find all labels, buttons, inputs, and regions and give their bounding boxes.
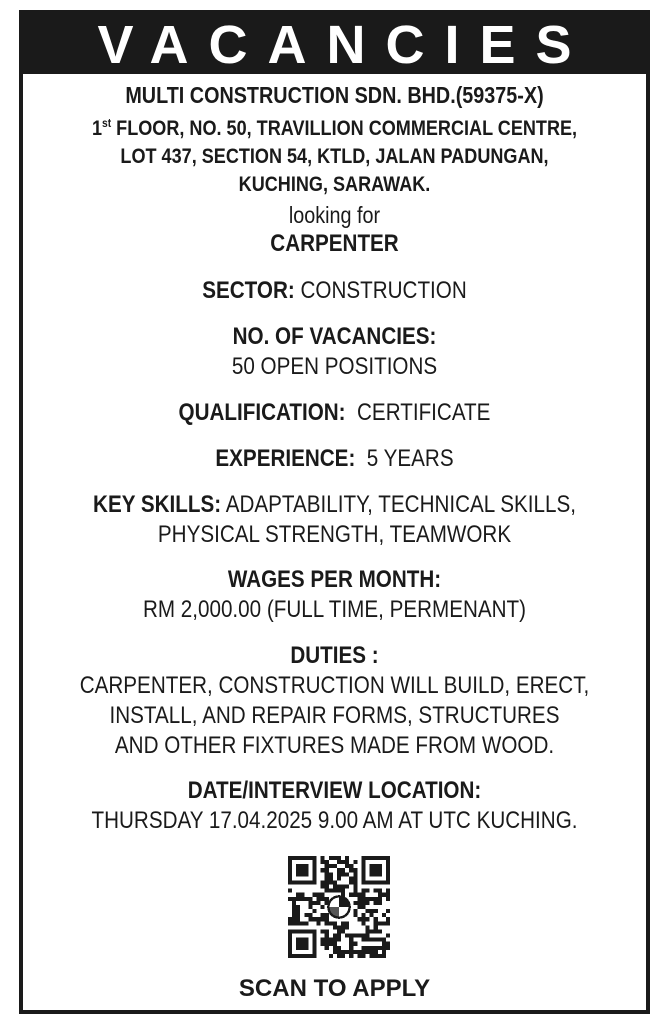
key-skills-value-2: PHYSICAL STRENGTH, TEAMWORK: [157, 521, 512, 548]
address-ordinal: 1: [91, 117, 102, 140]
address-ordinal-suffix: st: [101, 116, 112, 130]
key-skills-value-1: ADAPTABILITY, TECHNICAL SKILLS,: [221, 491, 576, 518]
experience-row: [67, 444, 603, 474]
experience-value: 5 YEARS: [355, 445, 454, 472]
address-line-2: LOT 437, SECTION 54, KTLD, JALAN PADUNGAN,: [120, 145, 549, 168]
scan-to-apply-label: SCAN TO APPLY: [238, 975, 431, 1002]
address-line-1: [67, 109, 603, 143]
vacancies-value: 50 OPEN POSITIONS: [231, 353, 438, 380]
vacancies-label: NO. OF VACANCIES:: [232, 323, 437, 350]
duties-line-3: AND OTHER FIXTURES MADE FROM WOOD.: [114, 732, 555, 759]
wages-label: WAGES PER MONTH:: [227, 566, 442, 593]
wages-value: RM 2,000.00 (FULL TIME, PERMENANT): [142, 596, 527, 623]
qualification-label: QUALIFICATION:: [178, 399, 346, 426]
key-skills-label: KEY SKILLS:: [93, 491, 222, 518]
sector-label: SECTOR:: [202, 277, 295, 304]
ad-content: [23, 82, 646, 836]
experience-label: EXPERIENCE:: [215, 445, 356, 472]
vacancy-ad: [19, 10, 650, 1014]
interview-label: DATE/INTERVIEW LOCATION:: [187, 777, 482, 804]
address-line-3: KUCHING, SARAWAK.: [238, 173, 431, 196]
looking-for-text: looking for: [288, 202, 381, 228]
address-line-1-text: FLOOR, NO. 50, TRAVILLION COMMERCIAL CENTRE,: [111, 117, 578, 140]
interview-value: THURSDAY 17.04.2025 9.00 AM AT UTC KUCHING.: [91, 807, 578, 834]
qr-code-icon[interactable]: [288, 856, 390, 958]
duties-line-1: CARPENTER, CONSTRUCTION WILL BUILD, ERECT,: [79, 672, 590, 699]
duties-label: DUTIES :: [290, 642, 379, 669]
key-skills-row: [67, 490, 603, 520]
sector-row: [67, 276, 603, 306]
qualification-row: [67, 398, 603, 428]
sector-value: CONSTRUCTION: [294, 277, 467, 304]
position-title: CARPENTER: [270, 230, 399, 257]
duties-line-2: INSTALL, AND REPAIR FORMS, STRUCTURES: [109, 702, 560, 729]
banner-title: VACANCIES: [23, 14, 646, 74]
company-name: MULTI CONSTRUCTION SDN. BHD.(59375-X): [125, 82, 544, 108]
qualification-value: CERTIFICATE: [345, 399, 491, 426]
